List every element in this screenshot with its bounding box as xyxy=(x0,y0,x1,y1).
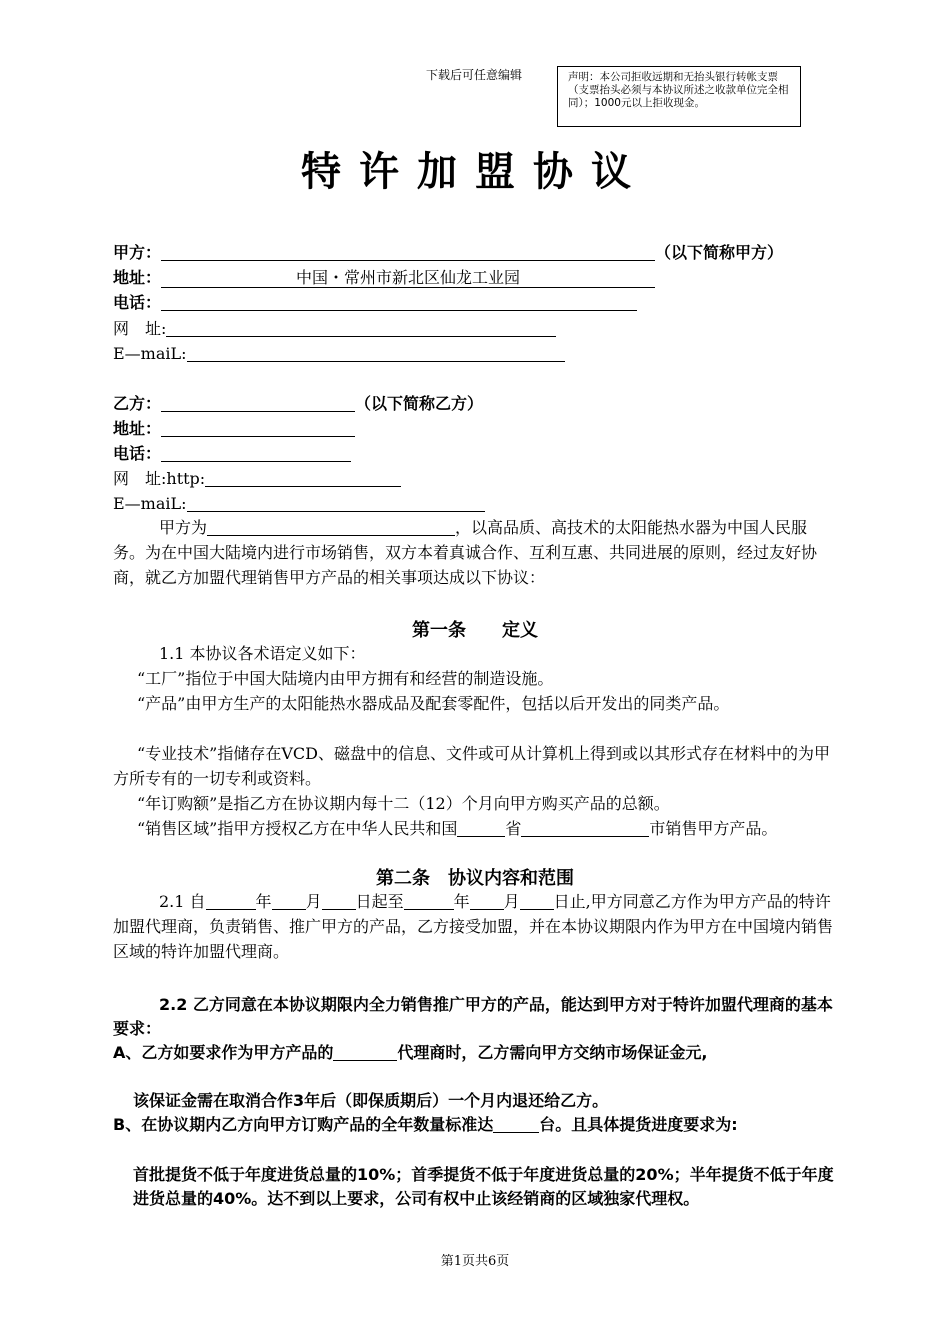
party-b-name-field[interactable] xyxy=(161,395,355,412)
intro-company-field[interactable] xyxy=(207,519,455,536)
requirement-a-rest: 代理商时，乙方需向甲方交纳市场保证金元, xyxy=(397,1043,708,1062)
intro-rest: ，以高品质、高技术的太阳能热水器为中国人民服务。为在中国大陆境内进行市场销售，双方本着真诚合作、互利互惠、共同进展的原则，经过友好协商，就乙方加盟代理销售甲方产品的相关事项达成以下协议： xyxy=(113,518,818,587)
region-def-prefix: “销售区域”指甲方授权乙方在中华人民共和国 xyxy=(137,819,458,838)
party-b-address-line xyxy=(113,418,355,440)
intro-paragraph xyxy=(113,515,838,590)
header-note: 下载后可任意编辑 xyxy=(426,68,523,82)
requirement-b-rest: 台。且具体提货进度要求为: xyxy=(539,1115,738,1134)
article-1-heading: 第一条 定义 xyxy=(412,620,538,641)
requirement-b xyxy=(113,1113,838,1137)
end-month-field[interactable] xyxy=(470,893,504,910)
payment-notice-box: 声明：本公司拒收远期和无抬头银行转帐支票（支票抬头必须与本协议所述之收款单位完全相同）；1000元以上拒收现金。 xyxy=(557,66,801,127)
party-b-phone-label: 电话： xyxy=(113,444,162,463)
article-1-product-def: “产品”由甲方生产的太阳能热水器成品及配套零配件，包括以后开发出的同类产品。 xyxy=(137,694,730,713)
term-month-1: 月 xyxy=(305,892,322,911)
party-b-email-label: E—maiL: xyxy=(113,494,187,513)
intro-prefix: 甲方为 xyxy=(159,518,208,537)
start-day-field[interactable] xyxy=(322,893,356,910)
region-city-field[interactable] xyxy=(521,820,649,837)
party-b-name-suffix: （以下简称乙方） xyxy=(355,394,484,413)
term-rest: 日止,甲方同意乙方作为甲方产品的特许加盟代理商，负责销售、推广甲方的产品，乙方接受加盟，并在本协议期限内作为甲方在中国境内销售区域的特许加盟代理商。 xyxy=(113,892,834,961)
party-a-email-field[interactable] xyxy=(187,345,565,362)
party-b-address-label: 地址： xyxy=(113,419,162,438)
article-1-annual-order-def: “年订购额”是指乙方在协议期内每十二（12）个月向甲方购买产品的总额。 xyxy=(137,794,670,813)
party-b-phone-line xyxy=(113,443,351,465)
term-until: 日起至 xyxy=(355,892,404,911)
party-a-phone-field[interactable] xyxy=(161,294,637,311)
start-month-field[interactable] xyxy=(272,893,306,910)
region-def-suffix: 市销售甲方产品。 xyxy=(649,819,778,838)
party-a-phone-line xyxy=(113,292,637,314)
term-year-2: 年 xyxy=(453,892,470,911)
party-a-email-line xyxy=(113,343,565,365)
article-2-heading: 第二条 协议内容和范围 xyxy=(376,868,574,889)
requirement-a-prefix: A、乙方如要求作为甲方产品的 xyxy=(113,1043,334,1062)
party-b-phone-field[interactable] xyxy=(161,445,351,462)
requirement-b-prefix: B、在协议期内乙方向甲方订购产品的全年数量标准达 xyxy=(113,1115,494,1134)
article-1-p1: 1.1 本协议各术语定义如下： xyxy=(159,644,366,663)
party-a-web-field[interactable] xyxy=(166,320,556,337)
term-year-1: 年 xyxy=(255,892,272,911)
term-month-2: 月 xyxy=(503,892,520,911)
party-b-email-line xyxy=(113,493,485,515)
party-a-email-label: E—maiL: xyxy=(113,344,187,363)
party-a-web-label: 网 址: xyxy=(113,319,167,338)
article-2-p2: 2.2 乙方同意在本协议期限内全力销售推广甲方的产品，能达到甲方对于特许加盟代理商的基本要求： xyxy=(113,995,833,1038)
page-footer: 第1页共6页 xyxy=(440,1254,510,1269)
party-a-name-suffix: （以下简称甲方） xyxy=(655,243,784,262)
party-b-name-label: 乙方： xyxy=(113,394,162,413)
party-b-address-field[interactable] xyxy=(161,420,355,437)
start-year-field[interactable] xyxy=(206,893,256,910)
article-1-region-def xyxy=(113,816,838,841)
party-b-name-line xyxy=(113,393,483,415)
party-a-web-line xyxy=(113,318,556,340)
delivery-schedule: 首批提货不低于年度进货总量的10%；首季提货不低于年度进货总量的20%；半年提货不低于年度进货总量的40%。达不到以上要求，公司有权中止该经销商的区域独家代理权。 xyxy=(133,1165,834,1208)
party-b-email-field[interactable] xyxy=(187,495,485,512)
article-1-technology-def: “专业技术”指储存在VCD、磁盘中的信息、文件或可从计算机上得到或以其形式存在材料中的为甲方所专有的一切专利或资料。 xyxy=(113,744,830,788)
party-a-name-line xyxy=(113,242,783,264)
term-from: 2.1 自 xyxy=(159,892,206,911)
party-a-phone-label: 电话： xyxy=(113,293,162,312)
party-a-name-label: 甲方： xyxy=(113,243,162,262)
party-a-address-value[interactable]: 中国・常州市新北区仙龙工业园 xyxy=(161,269,655,288)
end-year-field[interactable] xyxy=(404,893,454,910)
document-title: 特许加盟协议 xyxy=(301,149,649,195)
party-a-address-label: 地址： xyxy=(113,268,162,287)
party-a-name-field[interactable] xyxy=(161,244,655,261)
requirement-a-refund: 该保证金需在取消合作3年后（即保质期后）一个月内退还给乙方。 xyxy=(133,1091,609,1110)
requirement-a xyxy=(113,1041,838,1065)
article-1-factory-def: “工厂”指位于中国大陆境内由甲方拥有和经营的制造设施。 xyxy=(137,669,554,688)
article-2-p1 xyxy=(113,889,838,964)
party-b-web-line xyxy=(113,468,401,490)
region-province-field[interactable] xyxy=(457,820,505,837)
party-b-web-label: 网 址:http: xyxy=(113,469,206,488)
annual-quantity-field[interactable] xyxy=(493,1116,539,1133)
agent-level-field[interactable] xyxy=(333,1044,397,1061)
end-day-field[interactable] xyxy=(520,893,554,910)
party-b-web-field[interactable] xyxy=(205,470,401,487)
party-a-address-line xyxy=(113,267,655,289)
region-def-province: 省 xyxy=(505,819,522,838)
